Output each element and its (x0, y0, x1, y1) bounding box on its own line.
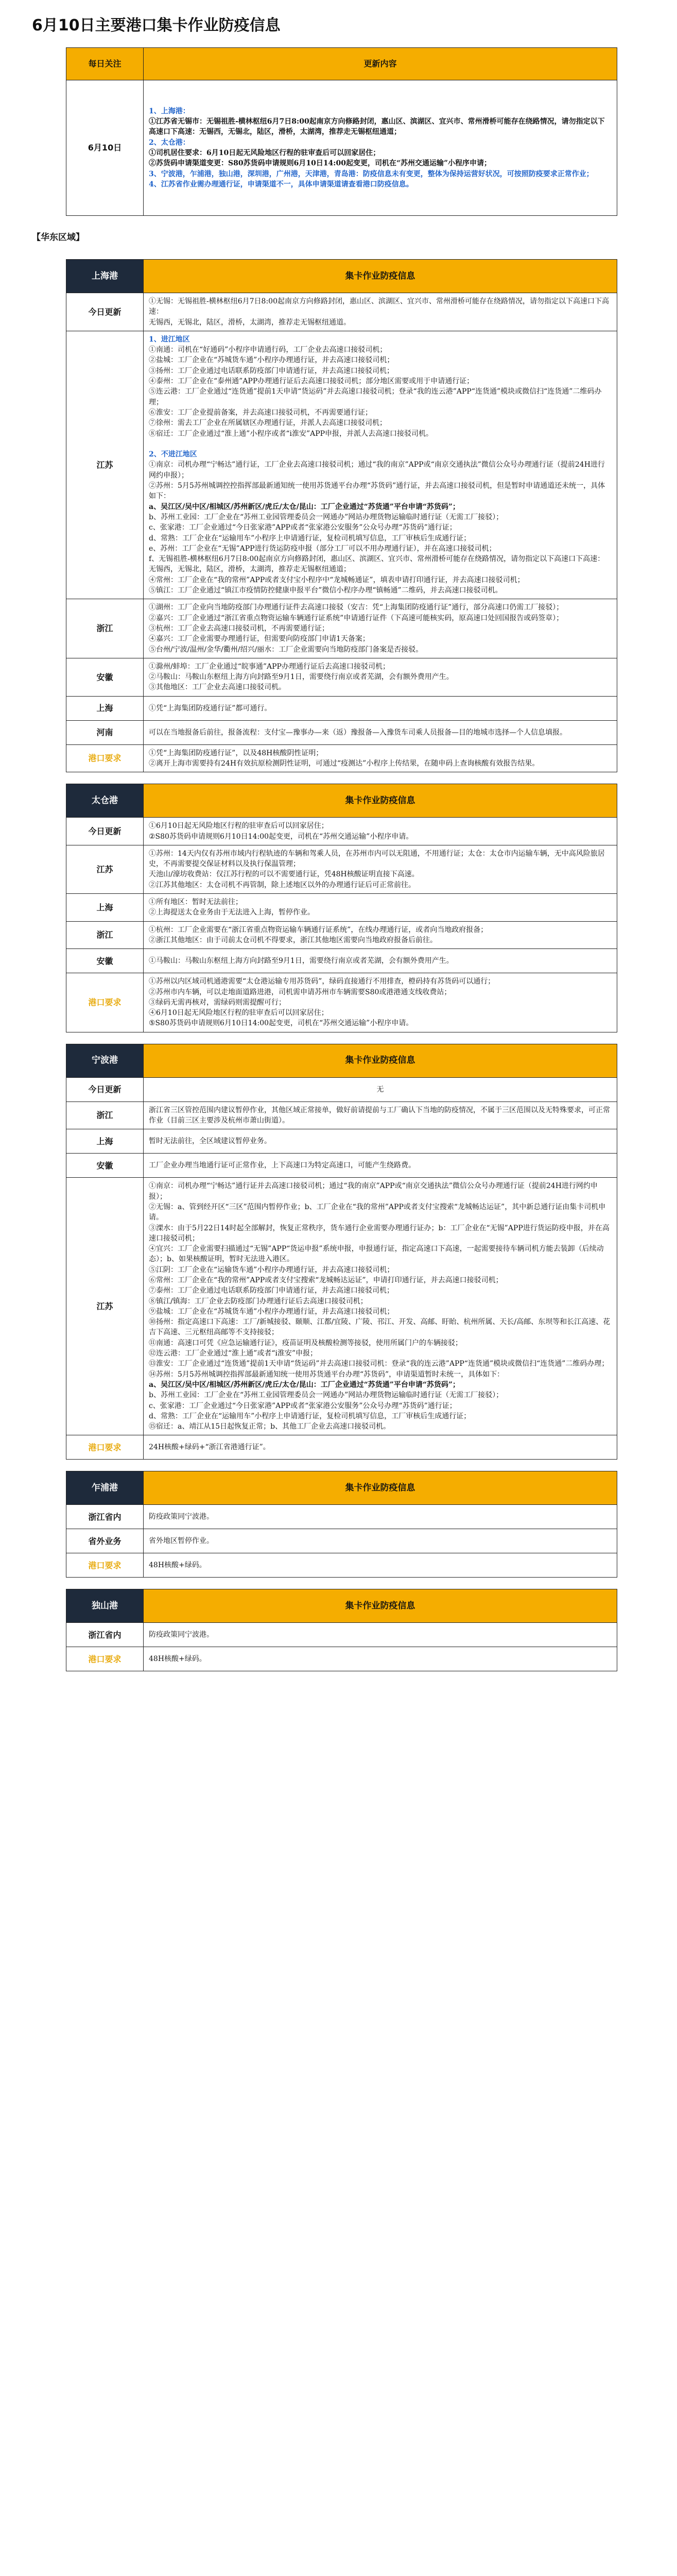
region-row (66, 949, 617, 973)
port-sections (0, 248, 677, 1671)
info-line: ⑫连云港：工厂企业通过“淮上通”或者“i淮安”申报； (149, 1349, 318, 1358)
region-content (144, 744, 617, 772)
info-line: ①杭州：工厂企业需要在“浙江省重点物资运输车辆通行证系统”，在线办理通行证，或者向当地政府报备； (149, 925, 488, 934)
section-header: 集卡作业防疫信息 (144, 784, 617, 818)
region-row (66, 894, 617, 922)
info-line: ②无锡：a、管到经开区“三区”范围内暂停作业；b、工厂企业在“我的常州”APP或者支付宝搜索“龙城畅达运证”，其中新总通行证由集卡司机申请。 (149, 1202, 606, 1222)
info-line: 无锡西，无锡北，陆区，滑桥，太湖湾，推荐走无锡枢纽通道。 (149, 318, 351, 327)
info-line: ⑬淮安：工厂企业通过“连货通”提前1天申请“货运码”并去高速口接驳司机：登录“我的连云港”APP“连货通”模块或微信扫“连货通”二维码办理； (149, 1360, 609, 1368)
info-line: ②浙江其他地区：由于司前太仓司机不得要求，浙江其他地区需要向当地政府报备后前往。 (149, 936, 437, 944)
info-line: ②离开上海市需要持有24H有效抗原检测阴性证明，可通过“疫测达”小程序上传结果，在随申码上查询核酸有效报告结果。 (149, 759, 540, 768)
region-content (144, 658, 617, 696)
region-row (66, 973, 617, 1032)
info-line: c、张家港：工厂企业通过“今日张家港”APP或者“张家港公安服务”公众号办理“苏货码”通行证； (149, 1401, 457, 1410)
region-content (144, 818, 617, 845)
region-content (144, 921, 617, 949)
region-content (144, 1129, 617, 1154)
summary-table (66, 47, 617, 216)
port-name: 乍浦港 (66, 1471, 144, 1505)
section-header: 集卡作业防疫信息 (144, 1589, 617, 1623)
info-line: b、苏州工业园：工厂企业在“苏州工业园管理委员会一网通办”网站办理货物运输临时通行证（无需工厂接驳）； (149, 513, 504, 521)
info-line: ①湖州：工厂企业向当地防疫部门办理通行证件去高速口接驳（安吉：凭“上海集团防疫通行证”通行，部分高速口仍需工厂接驳）； (149, 603, 564, 612)
info-line: ①苏州：14天内仅有苏州市域内行程轨迹的车辆和驾乘人员，在苏州市内可以无阻通，不用通行证；太仓：太仓市内运输车辆，无中高风险旅居史，不再需要提交保证材料以及执行保温管理； (149, 849, 605, 869)
info-line: ③其他地区：工厂企业去高速口接驳司机。 (149, 683, 286, 692)
region-label: 上海 (66, 696, 144, 720)
port-requirement-label: 港口要求 (66, 744, 144, 772)
info-line: ⑧宿迁：工厂企业通过“淮上通”小程序或者“i淮安”APP申报，并派人去高速口接驳司机。 (149, 429, 433, 438)
region-label: 浙江省内 (66, 1505, 144, 1529)
info-line: ②马鞍山：马鞍山东枢纽上海方向封路至9月1日，需要绕行南京或者芜湖，会有额外费用产生。 (149, 673, 454, 682)
region-content (144, 1505, 617, 1529)
info-line: e、苏州：工厂企业在“无锡”APP进行货运防疫申报（部分工厂可以不用办理通行证），并在高速口接驳司机； (149, 544, 496, 553)
port-table (66, 784, 617, 1032)
info-line: ⑤连云港：工厂企业通过“连货通”提前1天申请“货运码”并去高速口接驳司机；登录“我的连云港”APP“连货通”模块或微信扫“连货通”二维码办理； (149, 387, 602, 406)
region-label: 浙江 (66, 599, 144, 658)
summary-row (66, 80, 617, 216)
info-line: a、吴江区/吴中区/相城区/苏州新区/虎丘/太仓/昆山：工厂企业通过“苏货通”平台申请“苏货码”； (149, 1380, 460, 1389)
port-requirement-label: 港口要求 (66, 1553, 144, 1578)
summary-date: 6月10日 (66, 80, 144, 216)
region-label: 省外业务 (66, 1529, 144, 1553)
info-line: 2、不进江地区 (149, 450, 197, 459)
region-row (66, 1129, 617, 1154)
info-line: ⑥淮安：工厂企业提前备案，并去高速口接驳司机，不再需要通行证； (149, 408, 372, 417)
info-line: 无锡西，无锡北，陆区，滑桥，太湖湾，推荐走无锡枢纽通道； (149, 565, 351, 574)
info-line: ①南京：司机办理“宁畅达”通行证并去高速口接驳司机；通过“我的南京”APP或“南京交通执法”微信公众号办理通行证（提前24H进行网约申报）； (149, 1182, 598, 1201)
region-label: 江苏 (66, 845, 144, 893)
port-table (66, 1044, 617, 1460)
info-line: b、苏州工业园：工厂企业在“苏州工业园管理委员会一网通办”网站办理货物运输临时通行证（无需工厂接驳）； (149, 1391, 504, 1400)
summary-header-row (66, 48, 617, 80)
region-row (66, 1077, 617, 1101)
section-header: 集卡作业防疫信息 (144, 1044, 617, 1077)
region-row (66, 720, 617, 744)
info-line: 暂时无法前往，全区域建议暂停业务。 (149, 1137, 271, 1146)
region-row (66, 1529, 617, 1553)
region-label: 今日更新 (66, 1077, 144, 1101)
info-line: ⑤台州/宁波/温州/金华/衢州/绍兴/丽水：工厂企业需要向当地防疫部门备案是否接驳。 (149, 645, 423, 654)
info-line: f、无锡祖胜-横林枢纽6月7日8:00起南京方向修路封闭，惠山区、滨湖区、宜兴市、常州滑桥可能存在绕路情况，请勿指定以下高速口下高速： (149, 555, 605, 564)
info-line: ⑮宿迁：a、靖江从15日起恢复正常；b、其他工厂企业去高速口接驳司机。 (149, 1422, 391, 1431)
region-label: 上海 (66, 894, 144, 922)
region-row (66, 293, 617, 331)
info-line: ②苏州市内车辆，可以走地面道路进港，司机需申请苏州市车辆需要S80或港港通支线收费站； (149, 988, 452, 996)
region-content (144, 720, 617, 744)
summary-header-content: 更新内容 (144, 48, 617, 80)
info-line: ②苏州：5月5苏州城调控控指挥部最新通知统一使用苏货通平台办理“苏货码”通行证，并去高速口接驳司机，但是暂时申请通道还未统一，具体如下： (149, 482, 605, 501)
info-line: ⑦徐州：需去工厂企业在所属辖区办理通行证，并派人去高速口接驳司机； (149, 419, 387, 428)
region-row (66, 658, 617, 696)
port-requirement-label: 港口要求 (66, 973, 144, 1032)
region-content (144, 1154, 617, 1178)
region-label: 江苏 (66, 331, 144, 599)
port-header-row (66, 1471, 617, 1505)
info-line: 1、进江地区 (149, 335, 190, 344)
region-row (66, 1435, 617, 1460)
info-line: 可以在当地报备后前往，报备流程：支付宝—豫事办—来（返）豫报备—入豫货车司乘人员报备—目的地城市选择—个人信息填报。 (149, 728, 567, 737)
info-line: ⑪南通：高速口可凭《应急运输通行证》，疫苗证明及核酸检测等接驳，使用所属门户的车辆接驳； (149, 1338, 462, 1347)
info-line: ⑥常州：工厂企业在“我的常州”APP或者支付宝搜索“龙城畅达运证”，申请打印通行证，并去高速口接驳司机； (149, 1276, 503, 1284)
info-line: ④常州：工厂企业在“我的常州”APP或者支付宝小程序中“龙城畅通证”，填表申请打印通行证，并去高速口接驳司机； (149, 575, 525, 584)
info-line: 防疫政策同宁波港。 (149, 1631, 214, 1639)
info-line: 天池山/濠坊收费站：仅江苏行程的可以不需要通行证，凭48H核酸证明直接下高速。 (149, 870, 419, 879)
info-line: ③绿码无需再核对，需绿码则需提醒可行； (149, 998, 286, 1007)
info-line: ①凭“上海集团防疫通行证”，以及48H核酸阴性证明； (149, 749, 323, 757)
info-line: ⑤镇江：工厂企业通过“镇江市疫情防控健康申报平台”微信小程序办理“镇畅通”二维码，并去高速口接驳司机。 (149, 586, 502, 595)
info-line: ⑤江阴：工厂企业在“运输货车通”小程序办理通行证，并去高速口接驳司机； (149, 1265, 394, 1274)
region-label: 今日更新 (66, 293, 144, 331)
region-label: 浙江省内 (66, 1623, 144, 1647)
region-row (66, 1178, 617, 1435)
region-label: 浙江 (66, 921, 144, 949)
region-label: 安徽 (66, 1154, 144, 1178)
port-header-row (66, 784, 617, 818)
info-line: 无 (376, 1085, 384, 1094)
info-line: ①6月10日起无风险地区行程的驻审查后可以回家居住； (149, 822, 328, 831)
info-line: ①凭“上海集团防疫通行证”都可通行。 (149, 704, 272, 713)
info-line: ③杭州：工厂企业去高速口接驳司机，不再需要通行证； (149, 624, 329, 633)
region-content (144, 894, 617, 922)
region-row (66, 845, 617, 893)
region-row (66, 696, 617, 720)
info-line: ①苏州以内区域司机通港需要“太仓港运输专用苏货码”，绿码直接通行不用排查，橙码持有苏货码可以通行； (149, 977, 495, 986)
info-line: ⑧镇江/镇海：工厂企业去防疫部门办理通行证后去高速口接驳司机； (149, 1297, 368, 1306)
region-row (66, 1623, 617, 1647)
info-line: ①所有地区：暂时无法前往； (149, 898, 242, 907)
info-line (149, 439, 612, 449)
region-row (66, 331, 617, 599)
region-content (144, 1623, 617, 1647)
region-content (144, 1553, 617, 1578)
region-content (144, 1529, 617, 1553)
region-content (144, 599, 617, 658)
summary-header-focus: 每日关注 (66, 48, 144, 80)
port-name: 上海港 (66, 260, 144, 293)
region-row (66, 1647, 617, 1671)
port-requirement-label: 港口要求 (66, 1435, 144, 1460)
region-label: 安徽 (66, 949, 144, 973)
east-region-label: 【华东区域】 (32, 232, 84, 243)
summary-content (144, 80, 617, 216)
info-line: ③溧水：由于5月22日14时起全部解封，恢复正常秩序，货车通行企业需要办理通行证办；b：工厂企业在“无锡”APP进行货运防疫申报，并在高速口接驳司机； (149, 1224, 610, 1243)
region-label: 江苏 (66, 1178, 144, 1435)
info-line: ②江苏其他地区：太仓司机不再管制，除上述地区以外的办理通行证后可正常前往。 (149, 880, 415, 889)
region-row (66, 921, 617, 949)
info-line: ①南京：司机办理“宁畅达”通行证，工厂企业去高速口接驳司机；通过“我的南京”APP或“南京交通执法”微信公众号办理通行证（提前24H进行网约申报）； (149, 461, 605, 480)
info-line: ①无锡：无锡祖胜-横林枢纽6月7日8:00起南京方向修路封闭，惠山区、滨湖区、宜兴市、常州滑桥可能存在绕路情况，请勿指定以下高速口下高速： (149, 297, 609, 316)
info-line: ①司机居住要求：6月10日起无风险地区行程的驻审查后可以回家居住； (149, 149, 380, 157)
region-row (66, 1101, 617, 1129)
info-line: ⑨盐城：工厂企业在“苏城货车通”小程序办理通行证，并去高速口接驳司机； (149, 1307, 394, 1316)
region-content (144, 845, 617, 893)
info-line: ⑤S80苏货码申请规则6月10日14:00起变更，司机在“苏州交通运输”小程序申请。 (149, 1019, 413, 1028)
port-header-row (66, 1589, 617, 1623)
info-line: 防疫政策同宁波港。 (149, 1513, 214, 1521)
info-line: 48H核酸+绿码。 (149, 1655, 206, 1664)
info-line: ⑭苏州：5月5苏州城调控指挥部最新通知统一使用苏货通平台办理“苏货码”，申请渠道暂时未统一，具体如下： (149, 1370, 505, 1379)
info-line: ②上海提送太仓业务由于无法进入上海，暂停作业。 (149, 908, 315, 917)
info-line: ⑩扬州：指定高速口下高速：工厂/新城接驳、颐顺、江都/宜陵、广陵、邗江、开发、高邮、盱眙、杭州所属、天长/高邮、东坝等和长江高速、花吉下高速、三元枢纽高邮等不支持接驳； (149, 1318, 611, 1337)
info-line: 工厂企业办理当地通行证可正常作业，上下高速口为特定高速口，可能产生绕路费。 (149, 1161, 415, 1170)
region-content (144, 1435, 617, 1460)
info-line: ④6月10日起无风险地区行程的驻审查后可以回家居住； (149, 1009, 328, 1018)
info-line: ②S80苏货码申请规则6月10日14:00起变更，司机在“苏州交通运输”小程序申请。 (149, 832, 413, 841)
region-label: 浙江 (66, 1101, 144, 1129)
region-content (144, 949, 617, 973)
region-row (66, 599, 617, 658)
info-line: d、常熟：工厂企业在“运输用车”小程序上申请通行证，复检司机填写信息，工厂审核后生成通行证； (149, 534, 471, 543)
region-content (144, 696, 617, 720)
port-header-row (66, 1044, 617, 1077)
port-table (66, 1471, 617, 1578)
region-label: 河南 (66, 720, 144, 744)
region-content (144, 1101, 617, 1129)
info-line: 4、江苏省作业需办理通行证，申请渠道不一，具体申请渠道请查看港口防疫信息。 (149, 180, 413, 189)
region-row (66, 1553, 617, 1578)
info-line: ②盐城：工厂企业在“苏城货车通”小程序办理通行证，并去高速口接驳司机； (149, 356, 394, 365)
region-content (144, 973, 617, 1032)
info-line: ④宜兴：工厂企业需要扫描通过“无锡”APP“货运申报”系统申报，申报通行证，指定高速口下高速，一起需要接待车辆司机方能去装卸（后续动态）；b、如果核酸证明，暂时无法进入港区。 (149, 1245, 604, 1264)
info-line: ②嘉兴：工厂企业通过“浙江省重点物资运输车辆通行证系统”申请通行证件（下高速可能核实码，原高速口处回国报告或码签章）； (149, 614, 564, 622)
region-content (144, 1647, 617, 1671)
port-name: 独山港 (66, 1589, 144, 1623)
info-line: 省外地区暂停作业。 (149, 1537, 214, 1546)
info-line: d、常熟：工厂企业在“运输用车”小程序上申请通行证，复检司机填写信息，工厂审核后生成通行证； (149, 1412, 471, 1420)
region-row (66, 1505, 617, 1529)
port-header-row (66, 260, 617, 293)
port-requirement-label: 港口要求 (66, 1647, 144, 1671)
port-name: 太仓港 (66, 784, 144, 818)
info-line: 24H核酸+绿码+“浙江省港通行证”。 (149, 1443, 270, 1452)
info-line: a、吴江区/吴中区/相城区/苏州新区/虎丘/太仓/昆山：工厂企业通过“苏货通”平台申请“苏货码”； (149, 502, 460, 511)
info-line: ④嘉兴：工厂企业需要办理通行证，但需要向防疫部门申请1天备案； (149, 635, 370, 643)
info-line: ③扬州：工厂企业通过电话联系防疫部门申请通行证，并去高速口接驳司机； (149, 366, 394, 375)
info-line: c、张家港：工厂企业通过“今日张家港”APP或者“张家港公安服务”公众号办理“苏货码”通行证； (149, 523, 457, 532)
info-line: ②苏货码申请渠道变更：S80苏货码申请规则6月10日14:00起变更，司机在“苏州交通运输”小程序申请； (149, 159, 492, 168)
info-line: 浙江省三区管控范围内建议暂停作业，其他区域正常接单，做好前请提前与工厂确认下当地的防疫情况，不属于三区范围以及无特殊要求，可正常作业（目前三区主要涉及杭州市萧山街道）。 (149, 1106, 610, 1125)
info-line: 1、上海港： (149, 107, 190, 115)
info-line: 48H核酸+绿码。 (149, 1561, 206, 1570)
region-row (66, 1154, 617, 1178)
region-content (144, 331, 617, 599)
info-line: ①南通：司机在“好通码”小程序申请通行码，工厂企业去高速口接驳司机； (149, 346, 387, 354)
region-row (66, 744, 617, 772)
port-name: 宁波港 (66, 1044, 144, 1077)
section-header: 集卡作业防疫信息 (144, 260, 617, 293)
info-line: ⑦泰州：工厂企业通过电话联系防疫部门申请通行证，并去高速口接驳司机； (149, 1286, 394, 1295)
region-content (144, 1077, 617, 1101)
region-label: 安徽 (66, 658, 144, 696)
port-table (66, 259, 617, 772)
region-label: 上海 (66, 1129, 144, 1154)
info-line: ①马鞍山：马鞍山东枢纽上海方向封路至9月1日，需要绕行南京或者芜湖，会有额外费用产生。 (149, 957, 454, 965)
info-line: ④泰州：工厂企业在“泰州通”APP办理通行证后去高速口接驳司机；部分地区需要或用于申请通行证； (149, 377, 474, 386)
info-line: 2、太仓港： (149, 138, 190, 147)
region-row (66, 818, 617, 845)
page-title: 6月10日主要港口集卡作业防疫信息 (32, 16, 281, 35)
region-content (144, 293, 617, 331)
info-line: 3、宁波港，乍浦港，独山港，深圳港，广州港，天津港，青岛港：防疫信息未有变更，整体为保持运营好状况，可按照防疫要求正常作业； (149, 170, 594, 178)
region-label: 今日更新 (66, 818, 144, 845)
port-table (66, 1589, 617, 1671)
info-line: ①江苏省无锡市：无锡祖胜-横林枢纽6月7日8:00起南京方向修路封闭，惠山区、滨湖区、宜兴市、常州滑桥可能存在绕路情况，请勿指定以下高速口下高速：无锡西，无锡北，陆区，滑桥，太湖湾，推荐走无锡枢纽通道； (149, 117, 605, 137)
section-header: 集卡作业防疫信息 (144, 1471, 617, 1505)
region-content (144, 1178, 617, 1435)
info-line: ①滁州/蚌埠：工厂企业通过“皖事通”APP办理通行证后去高速口接驳司机； (149, 662, 390, 671)
